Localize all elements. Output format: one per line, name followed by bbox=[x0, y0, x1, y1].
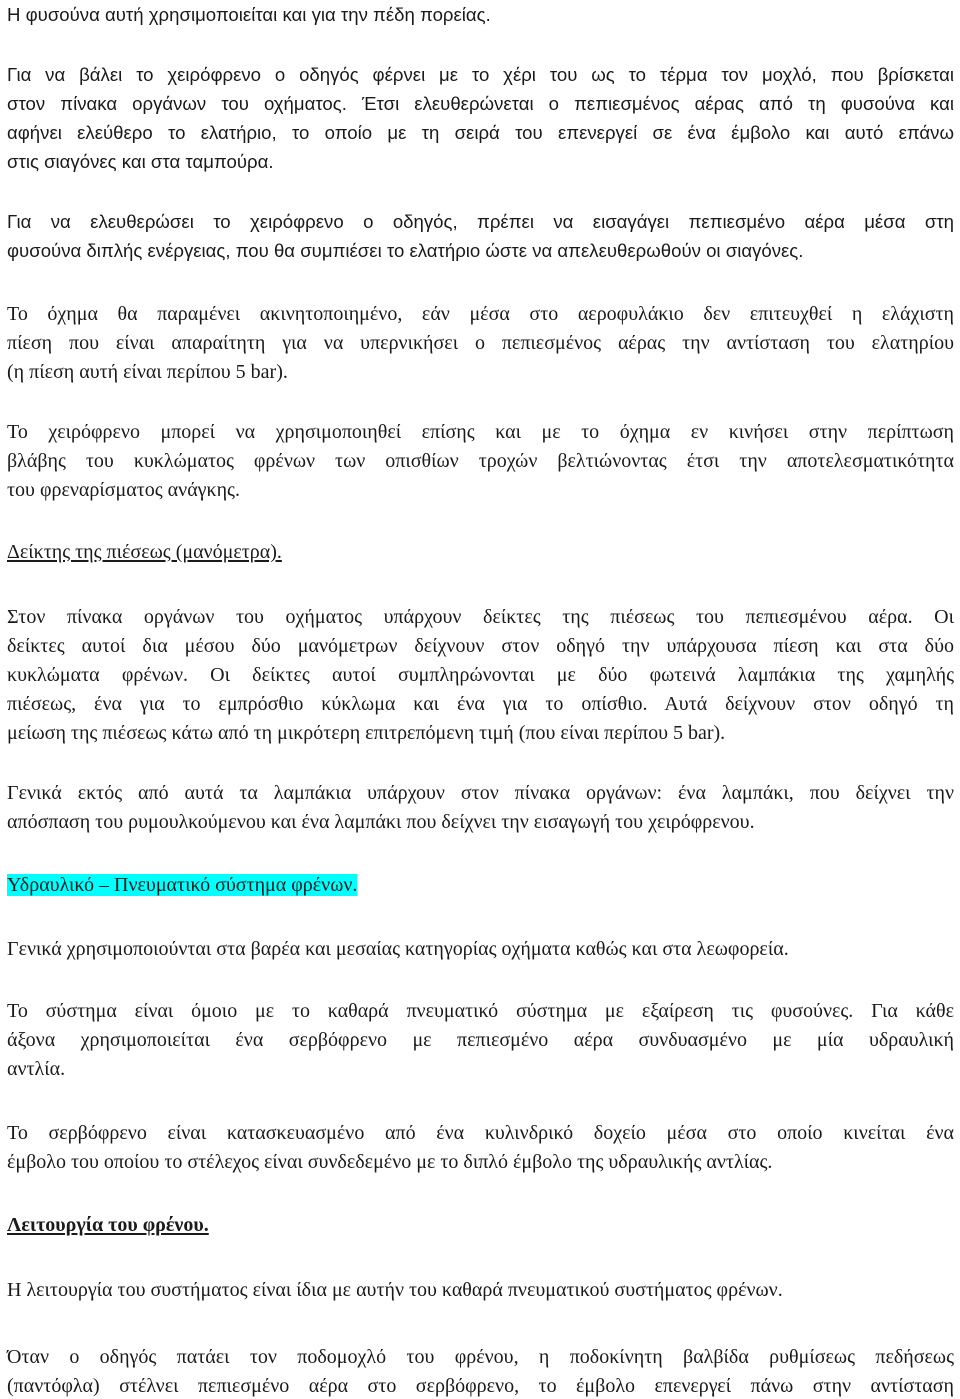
paragraph-indicator-lamps bbox=[7, 779, 954, 837]
text-line: Η λειτουργία του συστήματος είναι ίδια με αυτήν του καθαρά πνευματικού συστήματος φρένων. bbox=[7, 1279, 783, 1301]
highlighted-heading: Υδραυλικό – Πνευματικό σύστημα φρένων. bbox=[7, 874, 358, 896]
paragraph-driver-presses-pedal bbox=[7, 1343, 954, 1399]
text-line: βλάβης του κυκλώματος φρένων των οπισθίων τροχών βελτιώνοντας έτσι την αποτελεσματικότητα bbox=[7, 450, 954, 472]
text-line: απόσπαση του ρυμουλκούμενου και ένα λαμπάκι που δείχνει την εισαγωγή του χειρόφρενου. bbox=[7, 811, 755, 833]
text-line: του φρεναρίσματος ανάγκης. bbox=[7, 479, 240, 501]
text-line: (η πίεση αυτή είναι περίπου 5 bar). bbox=[7, 361, 288, 383]
paragraph-general-usage bbox=[7, 935, 954, 964]
heading-hydraulic-pneumatic bbox=[7, 871, 954, 900]
text-line: Γενικά χρησιμοποιούνται στα βαρέα και μεσαίας κατηγορίας οχήματα καθώς και στα λεωφορεία. bbox=[7, 938, 789, 960]
paragraph-release-handbrake bbox=[7, 207, 954, 265]
paragraph-operation-same bbox=[7, 1276, 954, 1305]
text-line: δείκτες αυτοί δια μέσου δύο μανόμετρων δείχνουν στον οδηγό την υπάρχουσα πίεση και στα δύο bbox=[7, 635, 954, 657]
text-line: άξονα χρησιμοποιείται ένα σερβόφρενο με πεπιεσμένο αέρα συνδυασμένο με μία υδραυλική bbox=[7, 1029, 954, 1051]
paragraph-immobilized-vehicle bbox=[7, 300, 954, 387]
section-heading: Δείκτης της πιέσεως (μανόμετρα). bbox=[7, 541, 282, 563]
text-line: Όταν ο οδηγός πατάει τον ποδομοχλό του φρένου, η ποδοκίνητη βαλβίδα ρυθμίσεως πεδήσεως bbox=[7, 1346, 954, 1368]
paragraph-servo-brake bbox=[7, 1119, 954, 1177]
text-line: κυκλώματα φρένων. Οι δείκτες αυτοί συμπληρώνονται με δύο φωτεινά λαμπάκια της χαμηλής bbox=[7, 664, 954, 686]
text-line: στον πίνακα οργάνων του οχήματος. Έτσι ελευθερώνεται ο πεπιεσμένος αέρας από τη φυσούνα και bbox=[7, 93, 954, 114]
paragraph-emergency-braking bbox=[7, 418, 954, 505]
text-line: Γενικά εκτός από αυτά τα λαμπάκια υπάρχουν στον πίνακα οργάνων: ένα λαμπάκι, που δείχνει την bbox=[7, 782, 954, 804]
text-line: αφήνει ελεύθερο το ελατήριο, το οποίο με τη σειρά του επενεργεί σε ένα έμβολο και αυτό επάνω bbox=[7, 122, 954, 143]
text-line: Για να ελευθερώσει το χειρόφρενο ο οδηγός, πρέπει να εισαγάγει πεπιεσμένο αέρα μέσα στη bbox=[7, 211, 954, 232]
heading-pressure-gauges bbox=[7, 538, 954, 567]
text-line: Για να βάλει το χειρόφρενο ο οδηγός φέρνει με το χέρι του ως το τέρμα τον μοχλό, που βρίσκεται bbox=[7, 64, 954, 85]
paragraph-pressure-indicators bbox=[7, 603, 954, 748]
paragraph-system-similarity bbox=[7, 997, 954, 1084]
section-heading bbox=[7, 871, 954, 900]
text-line: Το χειρόφρενο μπορεί να χρησιμοποιηθεί επίσης και με το όχημα εν κινήσει στην περίπτωση bbox=[7, 421, 954, 443]
text-line: Στον πίνακα οργάνων του οχήματος υπάρχουν δείκτες της πιέσεως του πεπιεσμένου αέρα. Οι bbox=[7, 606, 954, 628]
section-heading: Λειτουργία του φρένου. bbox=[7, 1214, 209, 1236]
paragraph-apply-handbrake bbox=[7, 60, 954, 176]
text-line: Το σερβόφρενο είναι κατασκευασμένο από ένα κυλινδρικό δοχείο μέσα στο οποίο κινείται ένα bbox=[7, 1122, 954, 1144]
text-line: πιέσεως, ένα για το εμπρόσθιο κύκλωμα και ένα για το οπίσθιο. Αυτά δείχνουν στον οδηγό τη bbox=[7, 693, 954, 715]
paragraph-parking-brake-note bbox=[7, 0, 954, 29]
text-line: έμβολο του οποίου το στέλεχος είναι συνδεδεμένο με το διπλό έμβολο της υδραυλικής αντλίας. bbox=[7, 1151, 773, 1173]
text-line: φυσούνα διπλής ενέργειας, που θα συμπιέσει το ελατήριο ώστε να απελευθερωθούν οι σιαγόνες. bbox=[7, 240, 804, 261]
text-line: Το σύστημα είναι όμοιο με το καθαρά πνευματικό σύστημα με εξαίρεση τις φυσούνες. Για κάθε bbox=[7, 1000, 954, 1022]
text-line: στις σιαγόνες και στα ταμπούρα. bbox=[7, 151, 274, 172]
text-line: Η φυσούνα αυτή χρησιμοποιείται και για την πέδη πορείας. bbox=[7, 4, 491, 25]
text-line: Το όχημα θα παραμένει ακινητοποιημένο, εάν μέσα στο αεροφυλάκιο δεν επιτευχθεί η ελάχιστη bbox=[7, 303, 954, 325]
text-line: αντλία. bbox=[7, 1058, 66, 1080]
heading-brake-operation bbox=[7, 1211, 954, 1240]
text-line: μείωση της πιέσεως κάτω από τη μικρότερη επιτρεπόμενη τιμή (που είναι περίπου 5 bar). bbox=[7, 722, 726, 744]
text-line: πίεση που είναι απαραίτητη για να υπερνικήσει ο πεπιεσμένος αέρας την αντίσταση του ελατηρίου bbox=[7, 332, 954, 354]
text-line: (παντόφλα) στέλνει πεπιεσμένο αέρα στο σερβόφρενο, το έμβολο επενεργεί πάνω στην αντίσταση bbox=[7, 1375, 954, 1397]
